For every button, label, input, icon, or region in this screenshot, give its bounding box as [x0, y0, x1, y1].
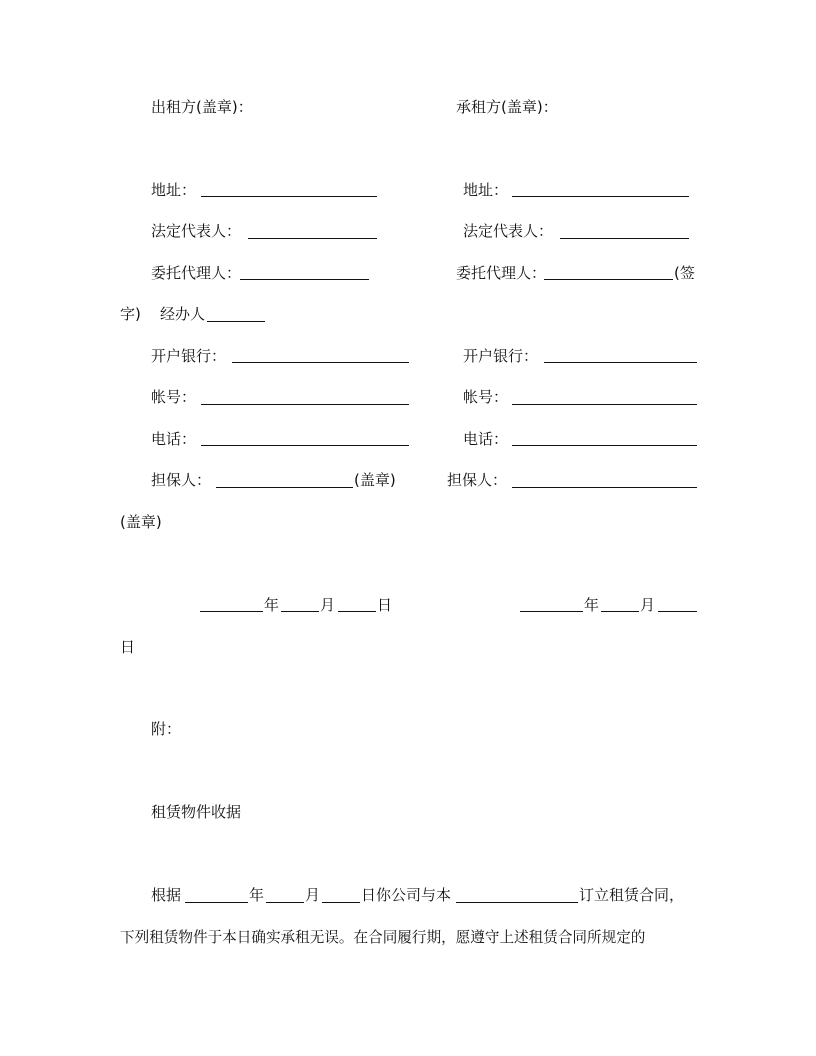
lessee-bank-label: 开户银行： [463, 347, 539, 365]
lessor-account-label: 帐号： [151, 388, 197, 406]
lessor-phone-label: 电话： [151, 430, 197, 448]
para-start: 根据 [151, 886, 182, 904]
sign-suffix-part1: (签 [674, 264, 695, 282]
lessor-date-month: 月 [320, 596, 336, 614]
lessor-date-day-blank[interactable] [338, 611, 376, 612]
lessor-legal-rep-label: 法定代表人： [151, 222, 242, 240]
para-month-blank[interactable] [266, 902, 304, 903]
lessor-date-year: 年 [264, 596, 280, 614]
handler-label: 经办人 [160, 305, 206, 323]
lessor-agent-label: 委托代理人： [151, 264, 242, 282]
lessor-phone-blank[interactable] [201, 445, 409, 446]
lessor-address-label: 地址： [151, 181, 197, 199]
lessee-legal-rep-blank[interactable] [560, 238, 689, 239]
lessee-agent-label: 委托代理人： [456, 264, 547, 282]
lessor-guarantor-seal: (盖章) [354, 471, 396, 489]
para-day-blank[interactable] [322, 902, 360, 903]
lessee-date-day: 日 [120, 638, 136, 656]
lessor-account-blank[interactable] [201, 404, 409, 405]
lessee-date-month-blank[interactable] [601, 611, 639, 612]
receipt-title: 租赁物件收据 [151, 803, 242, 821]
lessee-address-blank[interactable] [512, 196, 689, 197]
lessee-date-year: 年 [584, 596, 600, 614]
attachment-label: 附： [151, 720, 182, 738]
para-year: 年 [249, 886, 265, 904]
lessee-address-label: 地址： [463, 181, 509, 199]
handler-blank[interactable] [207, 321, 265, 322]
lessor-bank-blank[interactable] [232, 362, 409, 363]
lessee-bank-blank[interactable] [544, 362, 697, 363]
lessor-date-day: 日 [377, 596, 393, 614]
para-line2: 下列租赁物件于本日确实承租无误。在合同履行期，愿遵守上述租赁合同所规定的 [120, 929, 646, 946]
lessee-date-day-blank[interactable] [658, 611, 697, 612]
lessee-guarantor-label: 担保人： [447, 471, 508, 489]
lessor-date-month-blank[interactable] [281, 611, 319, 612]
para-party-blank[interactable] [456, 902, 578, 903]
lessor-seal-label: 出租方(盖章)： [151, 98, 253, 116]
lessor-agent-blank[interactable] [240, 279, 369, 280]
lessee-agent-blank[interactable] [544, 279, 673, 280]
lessee-account-label: 帐号： [463, 388, 509, 406]
lessee-account-blank[interactable] [512, 404, 697, 405]
lessor-date-year-blank[interactable] [200, 611, 263, 612]
lessee-guarantor-blank[interactable] [512, 487, 697, 488]
lessee-phone-label: 电话： [463, 430, 509, 448]
para-month: 月 [305, 886, 321, 904]
lessee-date-month: 月 [640, 596, 656, 614]
lessee-guarantor-seal: (盖章) [120, 513, 162, 531]
lessee-date-year-blank[interactable] [520, 611, 583, 612]
sign-suffix-part2: 字) [120, 305, 141, 323]
para-end: 订立租赁合同， [579, 886, 685, 904]
para-year-blank[interactable] [185, 902, 248, 903]
lessee-legal-rep-label: 法定代表人： [463, 222, 554, 240]
lessor-address-blank[interactable] [201, 196, 377, 197]
lessor-bank-label: 开户银行： [151, 347, 227, 365]
lessor-guarantor-label: 担保人： [151, 471, 212, 489]
para-mid: 日你公司与本 [361, 886, 452, 904]
lessee-seal-label: 承租方(盖章)： [456, 98, 558, 116]
lessor-guarantor-blank[interactable] [216, 487, 353, 488]
lessee-phone-blank[interactable] [512, 445, 697, 446]
lessor-legal-rep-blank[interactable] [248, 238, 377, 239]
